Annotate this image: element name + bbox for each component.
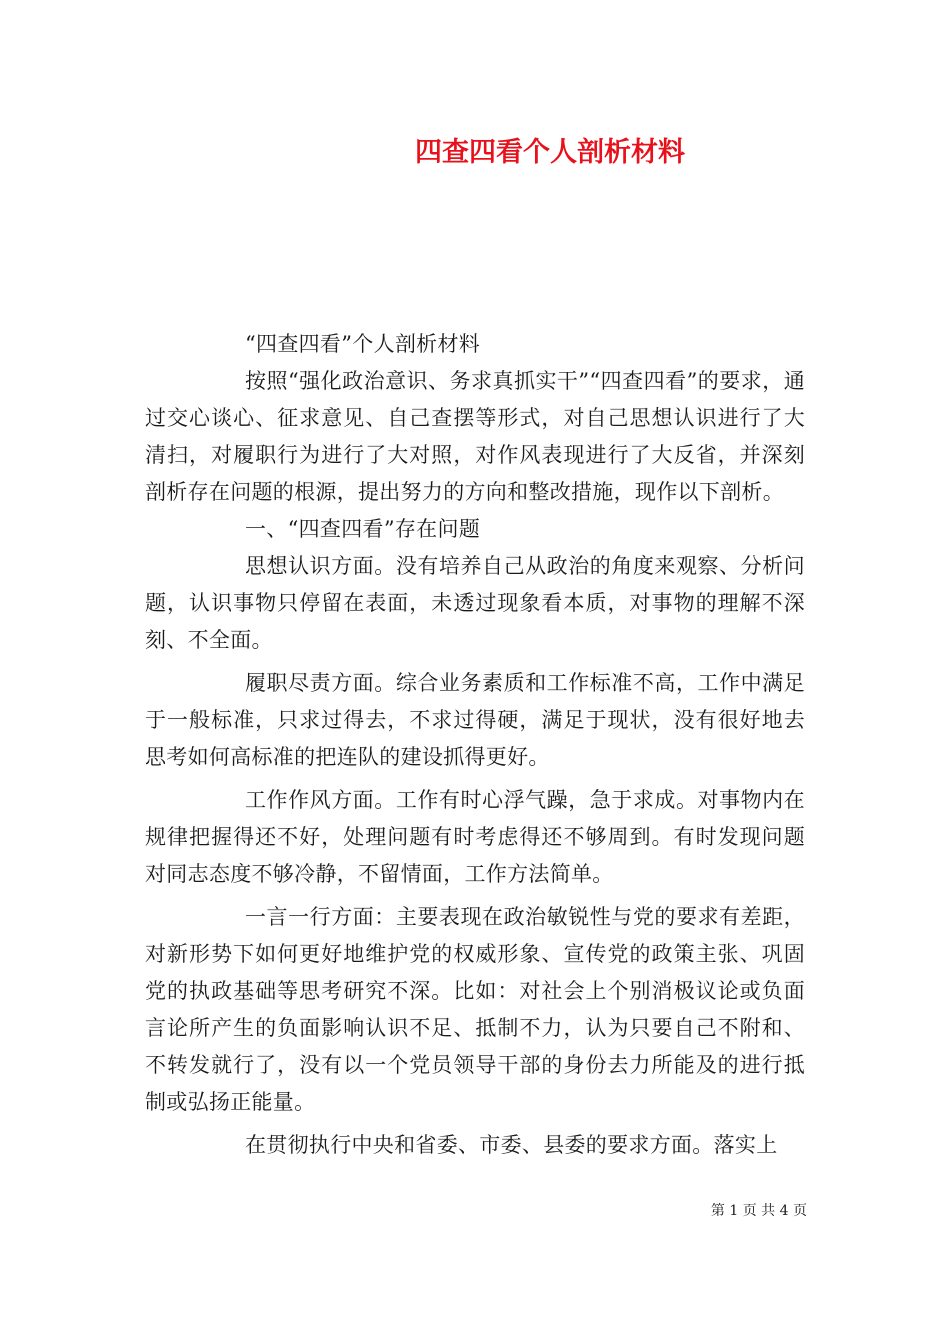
body-paragraph: 工作作风方面。工作有时心浮气躁，急于求成。对事物内在规律把握得还不好，处理问题有时考虑得还不够周到。有时发现问题对同志态度不够冷静，不留情面，工作方法简单。 — [145, 788, 805, 886]
body-paragraph: 思想认识方面。没有培养自己从政治的角度来观察、分析问题，认识事物只停留在表面，未透过现象看本质，对事物的理解不深刻、不全面。 — [145, 554, 805, 652]
body-paragraph: 在贯彻执行中央和省委、市委、县委的要求方面。落实上 — [245, 1133, 778, 1157]
body-paragraph: 按照“强化政治意识、务求真抓实干”“四查四看”的要求，通过交心谈心、征求意见、自己查摆等形式，对自己思想认识进行了大清扫，对履职行为进行了大对照，对作风表现进行了大反省，并深刻剖析存在问题的根源，提出努力的方向和整改措施，现作以下剖析。 — [145, 369, 805, 504]
page-number: 第 1 页 共 4 页 — [710, 1203, 807, 1219]
section-heading: 一、“四查四看”存在问题 — [245, 517, 481, 541]
document-body — [145, 326, 805, 1164]
body-paragraph: 一言一行方面：主要表现在政治敏锐性与党的要求有差距，对新形势下如何更好地维护党的权威形象、宣传党的政策主张、巩固党的执政基础等思考研究不深。比如：对社会上个别消极议论或负面言论所产生的负面影响认识不足、抵制不力，认为只要自己不附和、不转发就行了，没有以一个党员领导干部的身份去力所能及的进行抵制或弘扬正能量。 — [145, 905, 805, 1114]
body-paragraph: “四查四看”个人剖析材料 — [245, 332, 481, 356]
body-paragraph: 履职尽责方面。综合业务素质和工作标准不高，工作中满足于一般标准，只求过得去，不求过得硬，满足于现状，没有很好地去思考如何高标准的把连队的建设抓得更好。 — [145, 671, 805, 769]
document-title: 四查四看个人剖析材料 — [415, 137, 685, 168]
